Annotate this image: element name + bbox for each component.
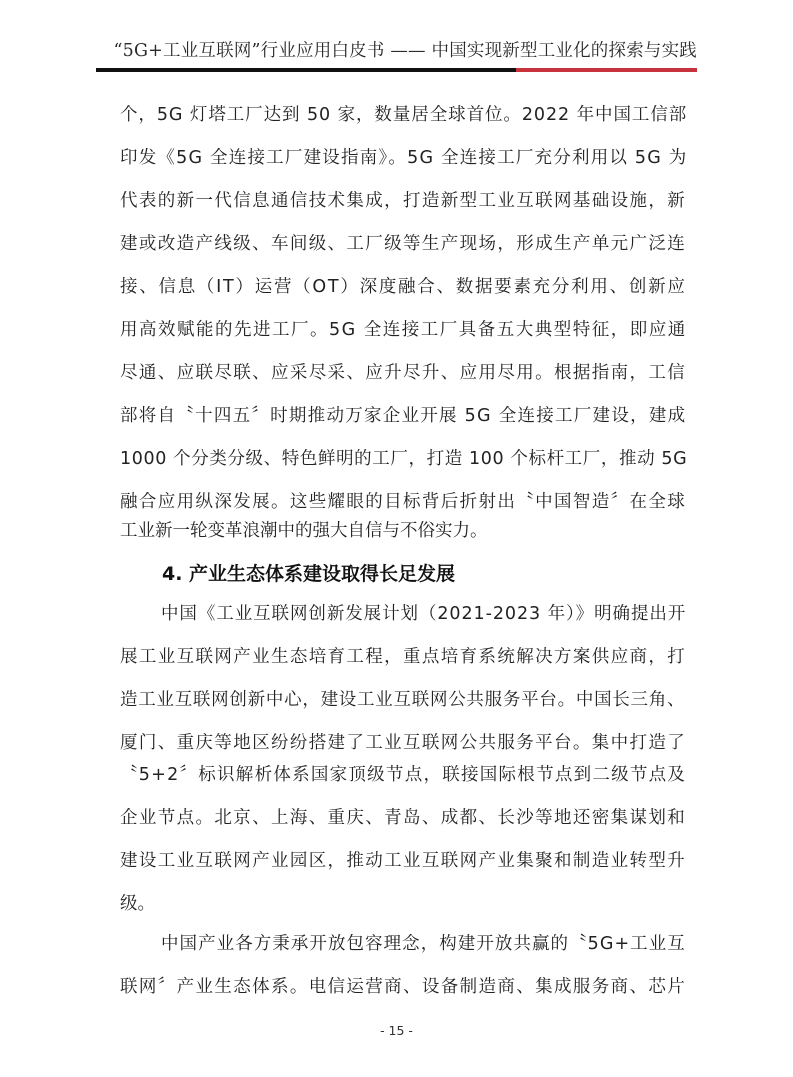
paragraph-1-line: 用高效赋能的先进工厂。5G 全连接工厂具备五大典型特征，即应通 [120,320,687,340]
paragraph-1-line: 个，5G 灯塔工厂达到 50 家，数量居全球首位。2022 年中国工信部 [120,105,688,125]
paragraph-1-line: 部将自〝十四五〞时期推动万家企业开展 5G 全连接工厂建设，建成 [120,406,687,426]
paragraph-2-line: 造工业互联网创新中心，建设工业互联网公共服务平台。中国长三角、 [120,690,686,710]
paragraph-1-line: 融合应用纵深发展。这些耀眼的目标背后折射出〝中国智造〞在全球 [120,492,687,512]
paragraph-1-line: 尽通、应联尽联、应采尽采、应升尽升、应用尽用。根据指南，工信 [120,363,687,383]
paragraph-1-line: 建或改造产线级、车间级、工厂级等生产现场，形成生产单元广泛连 [120,234,687,254]
paragraph-2-line: 建设工业互联网产业园区，推动工业互联网产业集聚和制造业转型升 [120,851,687,871]
page-number: - 15 - [380,1023,413,1038]
paragraph-2-line: 中国《工业互联网创新发展计划（2021-2023 年）》明确提出开 [161,604,687,624]
paragraph-3-line: 中国产业各方秉承开放包容理念，构建开放共赢的〝5G+工业互 [161,934,686,954]
header-rule [96,68,697,72]
header-rule-black [96,68,516,72]
paragraph-2-line: 厦门、重庆等地区纷纷搭建了工业互联网公共服务平台。集中打造了 [120,733,687,753]
paragraph-1-line: 代表的新一代信息通信技术集成，打造新型工业互联网基础设施，新 [120,191,687,211]
paragraph-2-line: 展工业互联网产业生态培育工程，重点培育系统解决方案供应商，打 [120,647,687,667]
paragraph-1-line: 接、信息（IT）运营（OT）深度融合、数据要素充分利用、创新应 [120,277,687,297]
paragraph-1-line: 1000 个分类分级、特色鲜明的工厂，打造 100 个标杆工厂，推动 5G [120,449,688,469]
header-rule-red [516,68,697,72]
paragraph-3-line: 联网〞产业生态体系。电信运营商、设备制造商、集成服务商、芯片 [120,977,687,997]
paragraph-2-line: 〝5+2〞标识解析体系国家顶级节点，联接国际根节点到二级节点及 [120,765,687,785]
paragraph-1-line: 印发《5G 全连接工厂建设指南》。5G 全连接工厂充分利用以 5G 为 [120,148,688,168]
paragraph-2-line: 企业节点。北京、上海、重庆、青岛、成都、长沙等地还密集谋划和 [120,808,687,828]
paragraph-2-line: 级。 [120,894,155,914]
section-heading: 4. 产业生态体系建设取得长足发展 [162,563,456,585]
paragraph-1-line: 工业新一轮变革浪潮中的强大自信与不俗实力。 [120,521,488,541]
running-header: “5G+工业互联网”行业应用白皮书 —— 中国实现新型工业化的探索与实践 [113,41,697,61]
